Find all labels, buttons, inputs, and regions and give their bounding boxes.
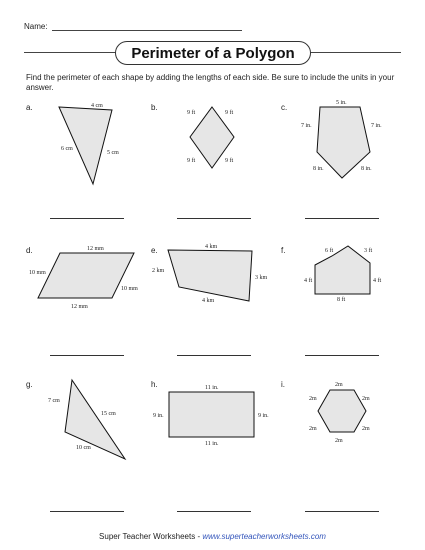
side-label: 9 ft [187,158,196,164]
problem-label-h: h. [151,380,158,389]
problem-label-b: b. [151,103,158,112]
side-label: 11 in. [205,385,219,391]
problem-label-g: g. [26,380,33,389]
side-label: 3 km [255,275,268,281]
side-label: 9 ft [187,110,196,116]
side-label: 9 in. [258,413,269,419]
side-label: 4 km [205,244,218,250]
side-label: 2m [335,438,343,444]
side-label: 7 cm [48,398,60,404]
problem-label-d: d. [26,246,33,255]
side-label: 9 ft [225,158,234,164]
side-label: 8 ft [337,297,346,303]
page-title: Perimeter of a Polygon [115,41,311,65]
problem-label-i: i. [281,380,285,389]
side-label: 5 cm [107,150,119,156]
side-label: 6 cm [61,146,73,152]
rectangle-h [169,392,254,437]
side-label: 6 ft [325,248,334,254]
side-label: 9 in. [153,413,164,419]
side-label: 10 mm [29,270,46,276]
side-label: 7 in. [301,123,312,129]
side-label: 10 mm [121,286,138,292]
side-label: 7 in. [371,123,382,129]
problem-label-a: a. [26,103,33,112]
side-label: 5 in. [336,100,347,106]
side-label: 2m [362,396,370,402]
side-label: 4 km [202,298,215,304]
side-label: 4 ft [304,278,313,284]
side-label: 9 ft [225,110,234,116]
side-label: 2m [362,426,370,432]
side-label: 12 mm [87,246,104,252]
problem-label-c: c. [281,103,288,112]
side-label: 4 ft [373,278,382,284]
triangle-g [65,380,125,459]
quadrilateral-e [168,250,252,301]
problem-label-e: e. [151,246,158,255]
footer-url-link[interactable]: www.superteacherworksheets.com [202,532,326,541]
side-label: 2m [309,396,317,402]
problem-label-f: f. [281,246,286,255]
footer [0,532,425,541]
side-label: 2m [309,426,317,432]
footer-separator: - [195,532,203,541]
name-label: Name: [24,22,48,31]
side-label: 8 in. [313,166,324,172]
side-label: 12 mm [71,304,88,310]
side-label: 2 km [152,268,165,274]
hexagon-i [318,390,366,432]
side-label: 8 in. [361,166,372,172]
side-label: 4 cm [91,103,103,109]
instructions: Find the perimeter of each shape by adding the lengths of each side. Be sure to include the units in your answer. [26,73,395,92]
house-shape-f [315,246,373,294]
footer-brand: Super Teacher Worksheets [99,532,196,541]
side-label: 11 in. [205,441,219,447]
parallelogram-d [38,253,134,298]
side-label: 3 ft [364,248,373,254]
side-label: 10 cm [76,445,91,451]
side-label: 15 cm [101,411,116,417]
side-label: 2m [335,382,343,388]
